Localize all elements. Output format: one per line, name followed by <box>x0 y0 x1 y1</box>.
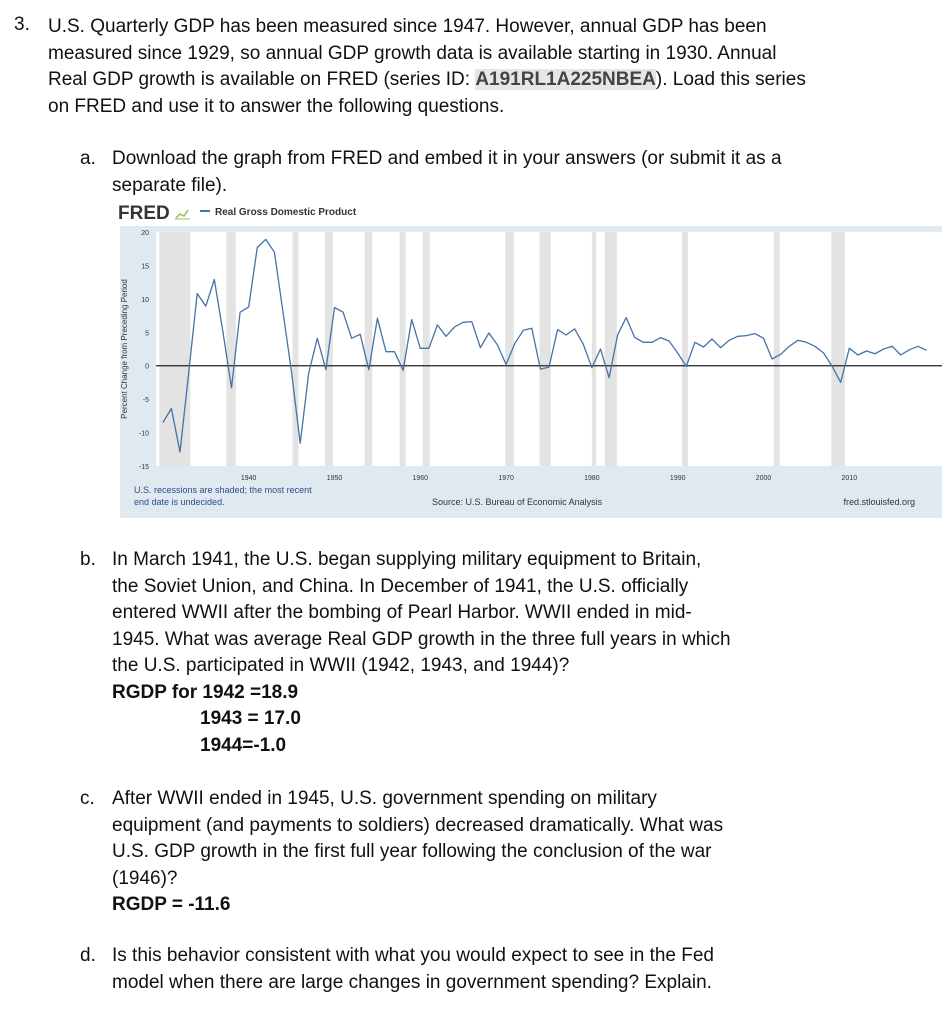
x-tick-label: 1950 <box>326 475 343 482</box>
fred-site: fred.stlouisfed.org <box>843 497 915 507</box>
y-axis-label: Percent Change from Preceding Period <box>120 279 129 419</box>
series-id: A191RL1A225NBEA <box>475 69 656 90</box>
question-line: U.S. Quarterly GDP has been measured since 1947. However, annual GDP has been <box>48 16 767 37</box>
x-tick-label: 1990 <box>669 475 686 482</box>
x-tick-label: 1940 <box>240 475 257 482</box>
y-tick-label: 5 <box>145 330 149 338</box>
part-c-line: After WWII ended in 1945, U.S. government spending on military <box>112 788 657 809</box>
recession-band <box>831 232 845 466</box>
recession-note-1: U.S. recessions are shaded; the most recent <box>134 485 312 495</box>
part-b-line: the U.S. participated in WWII (1942, 1943, and 1944)? <box>112 655 570 676</box>
question-line <box>48 67 848 94</box>
part-b-text <box>112 547 731 759</box>
part-b-line: the Soviet Union, and China. In December of 1941, the U.S. officially <box>112 575 689 597</box>
y-tick-label: -5 <box>142 397 149 405</box>
question-line: on FRED and use it to answer the following questions. <box>48 95 505 117</box>
part-c-letter: c. <box>80 788 95 809</box>
recession-note-2: end date is undecided. <box>134 497 225 507</box>
part-d-text <box>112 943 714 996</box>
fred-logo: FRED <box>118 203 170 224</box>
question-line-part: Real GDP growth is available on FRED (series ID: <box>48 69 476 90</box>
question-line: measured since 1929, so annual GDP growth data is available starting in 1930. Annual <box>48 42 777 64</box>
recession-band <box>226 232 235 466</box>
part-b-line: entered WWII after the bombing of Pearl Harbor. WWII ended in mid- <box>112 602 692 623</box>
x-tick-label: 1970 <box>498 475 514 482</box>
fred-chart-svg <box>112 198 944 518</box>
y-tick-label: 15 <box>141 263 149 271</box>
part-d-letter: d. <box>80 945 96 966</box>
y-tick-label: 20 <box>141 230 149 237</box>
y-tick-label: -10 <box>138 430 149 438</box>
part-c-line: U.S. GDP growth in the first full year following the conclusion of the war <box>112 841 712 862</box>
source-note: Source: U.S. Bureau of Economic Analysis <box>432 497 603 507</box>
y-tick-label: 0 <box>145 363 149 371</box>
part-b-line: In March 1941, the U.S. began supplying military equipment to Britain, <box>112 549 702 570</box>
part-b-letter: b. <box>80 549 96 570</box>
part-d-line: Is this behavior consistent with what you would expect to see in the Fed <box>112 945 714 966</box>
part-d-line: model when there are large changes in government spending? Explain. <box>112 971 712 993</box>
fred-chart <box>112 198 944 518</box>
x-tick-label: 1960 <box>412 475 429 482</box>
recession-band <box>365 232 373 466</box>
answer-1943: 1943 = 17.0 <box>200 708 301 729</box>
question-text <box>48 14 848 120</box>
x-tick-label: 2000 <box>755 475 772 482</box>
answer-1942: RGDP for 1942 =18.9 <box>112 681 299 703</box>
part-a-text <box>112 146 782 199</box>
part-c-line: equipment (and payments to soldiers) decreased dramatically. What was <box>112 814 724 836</box>
part-a-line: Download the graph from FRED and embed it in your answers (or submit it as a <box>112 148 782 169</box>
part-a-letter: a. <box>80 148 96 169</box>
part-b-line: 1945. What was average Real GDP growth in the three full years in which <box>112 628 731 650</box>
legend-label: Real Gross Domestic Product <box>215 207 357 218</box>
question-line-part: ). Load this series <box>655 69 806 90</box>
x-tick-label: 1980 <box>584 475 600 482</box>
recession-band <box>400 232 406 466</box>
part-c-text <box>112 786 723 919</box>
x-tick-label: 2010 <box>841 475 858 482</box>
part-c-line: (1946)? <box>112 867 178 889</box>
recession-band <box>159 232 190 466</box>
recession-band <box>682 232 688 466</box>
answer-1946: RGDP = -11.6 <box>112 894 231 915</box>
question-number: 3. <box>14 14 30 35</box>
answer-1944: 1944=-1.0 <box>200 734 287 756</box>
recession-band <box>292 232 298 466</box>
recession-band <box>423 232 430 466</box>
part-a-line: separate file). <box>112 174 228 196</box>
y-tick-label: 10 <box>141 296 149 304</box>
recession-band <box>774 232 780 466</box>
y-tick-label: -15 <box>138 464 149 471</box>
recession-band <box>540 232 551 466</box>
recession-band <box>592 232 596 466</box>
